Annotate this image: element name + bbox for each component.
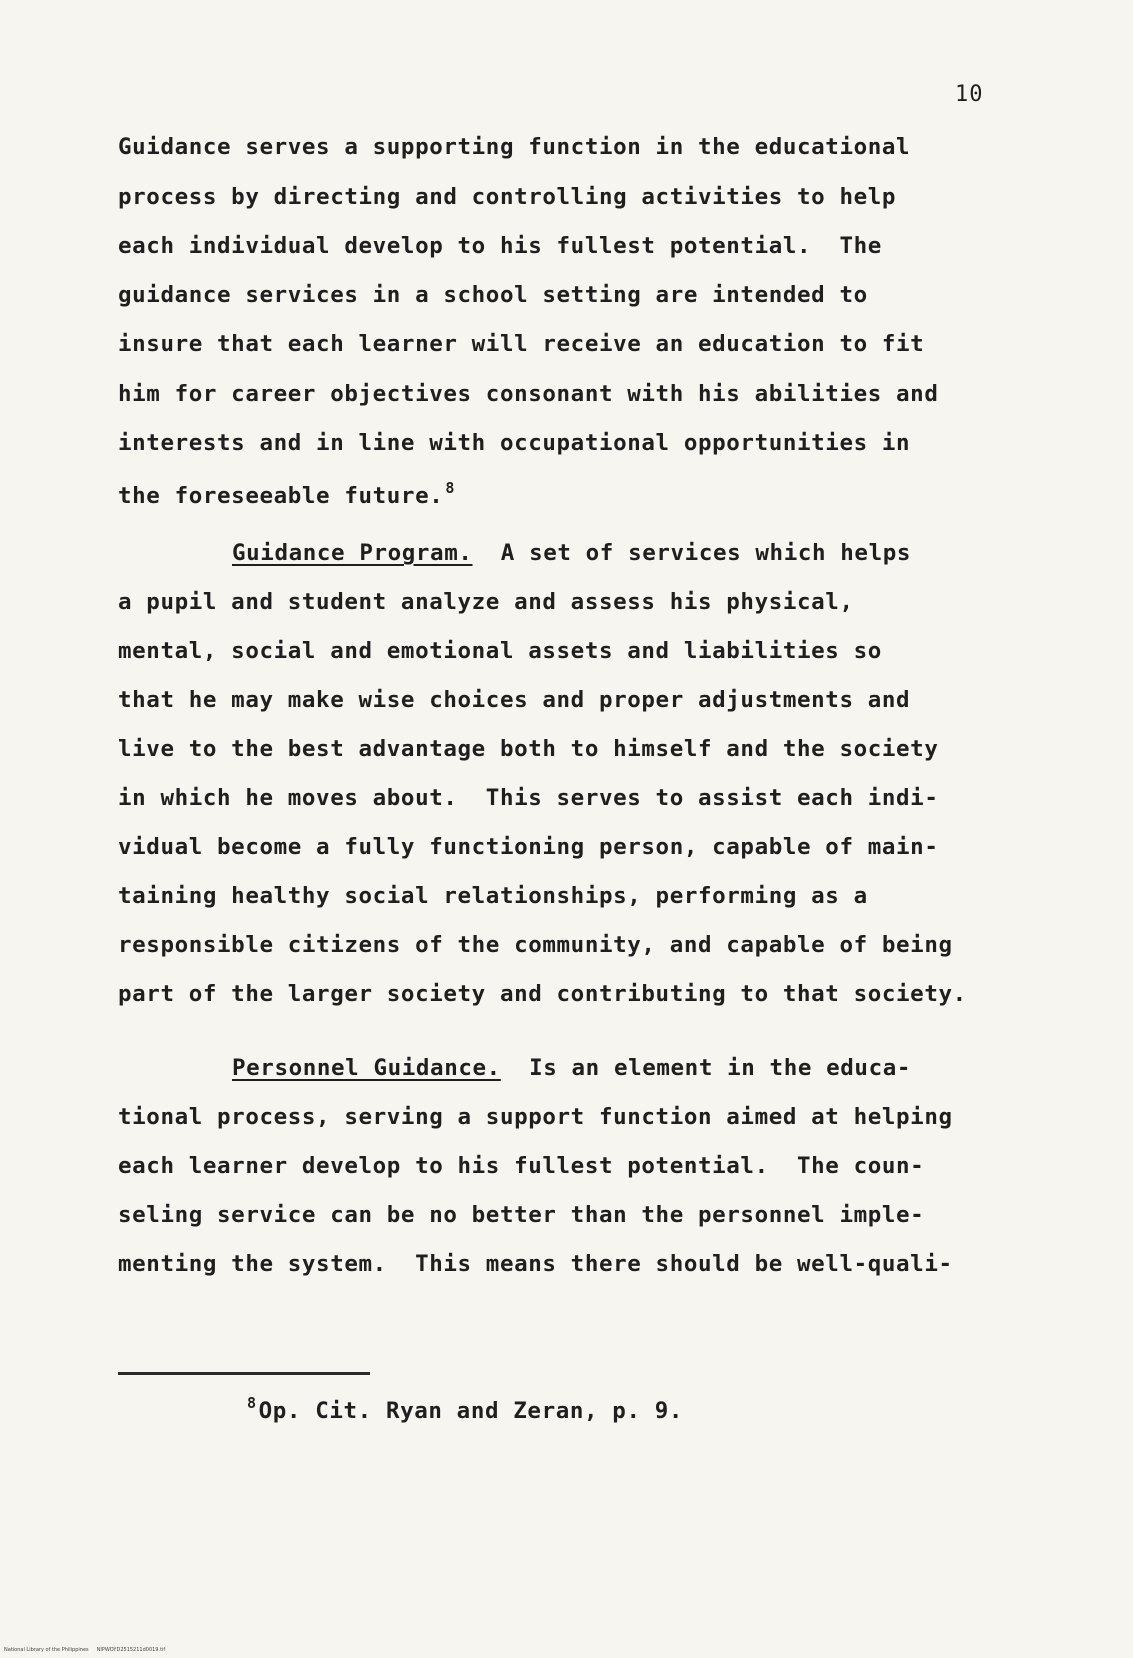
- paragraph-1-last-text: the foreseeable future.: [118, 483, 444, 509]
- personnel-guidance-heading: Personnel Guidance.: [232, 1055, 501, 1081]
- footnote-text: Op. Cit. Ryan and Zeran, p. 9.: [258, 1398, 684, 1424]
- paragraph-1-line: insure that each learner will receive an education to fit: [118, 331, 925, 357]
- paragraph-2-line: that he may make wise choices and proper adjustments and: [118, 687, 911, 713]
- paragraph-2-line: live to the best advantage both to himself and the society: [118, 736, 939, 762]
- page-number: 10: [955, 82, 984, 107]
- paragraph-3-first-text: Is an element in the educa-: [500, 1055, 912, 1081]
- paragraph-2-line: vidual become a fully functioning person, capable of main-: [118, 834, 939, 860]
- paragraph-2-first-text: A set of services which helps: [472, 540, 912, 566]
- paragraph-1-last-line: [118, 479, 455, 509]
- paragraph-1-line: guidance services in a school setting are intended to: [118, 282, 868, 308]
- paragraph-2-line: in which he moves about. This serves to assist each indi-: [118, 785, 939, 811]
- footnote: [245, 1394, 683, 1424]
- paragraph-2-line: responsible citizens of the community, and capable of being: [118, 932, 953, 958]
- paragraph-1-line: Guidance serves a supporting function in the educational: [118, 134, 911, 160]
- paragraph-3-line: tional process, serving a support function aimed at helping: [118, 1104, 953, 1130]
- paragraph-3-line: seling service can be no better than the personnel imple-: [118, 1202, 925, 1228]
- paragraph-2-line: mental, social and emotional assets and liabilities so: [118, 638, 882, 664]
- footnote-divider: [118, 1372, 370, 1375]
- paragraph-1-line: each individual develop to his fullest potential. The: [118, 233, 882, 259]
- guidance-program-heading: Guidance Program.: [232, 540, 473, 566]
- paragraph-2-first-line: [232, 540, 911, 566]
- paragraph-2-line: part of the larger society and contributing to that society.: [118, 981, 967, 1007]
- footnote-reference: 8: [445, 479, 456, 497]
- archive-watermark: National Library of the Philippines NIPWOYD2515211d0019.tif: [4, 1647, 166, 1653]
- paragraph-1-line: interests and in line with occupational opportunities in: [118, 430, 911, 456]
- paragraph-3-line: each learner develop to his fullest potential. The coun-: [118, 1153, 925, 1179]
- paragraph-2-line: a pupil and student analyze and assess his physical,: [118, 589, 854, 615]
- paragraph-2-line: taining healthy social relationships, performing as a: [118, 883, 868, 909]
- paragraph-1-line: him for career objectives consonant with his abilities and: [118, 381, 939, 407]
- paragraph-3-line: menting the system. This means there should be well-quali-: [118, 1251, 953, 1277]
- footnote-number: 8: [247, 1394, 257, 1412]
- paragraph-1-line: process by directing and controlling activities to help: [118, 184, 897, 210]
- paragraph-3-first-line: [232, 1055, 911, 1081]
